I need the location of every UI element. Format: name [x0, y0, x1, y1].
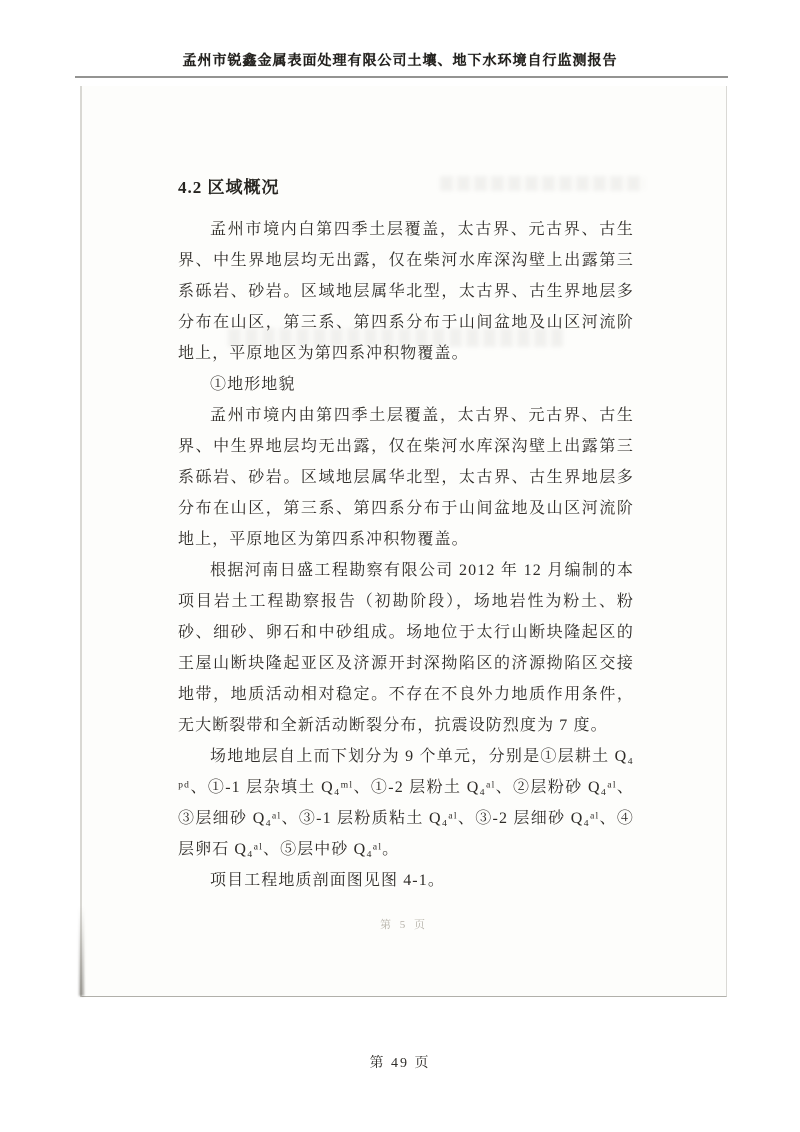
- document-body: [178, 172, 634, 896]
- paragraph-geotechnical-survey: 根据河南日盛工程勘察有限公司 2012 年 12 月编制的本项目岩土工程勘察报告（初勘阶段），场地岩性为粉土、粉砂、细砂、卵石和中砂组成。场地位于太行山断块隆起区的王屋山断块隆起亚区及济源开封深拗陷区的济源拗陷区交接地带，地质活动相对稳定。不存在不良外力地质作用条件，无大断裂带和全新活动断裂分布，抗震设防烈度为 7 度。: [178, 562, 634, 734]
- paragraph-subheading-landform: ①地形地貌: [210, 376, 296, 393]
- header-rule: [75, 76, 728, 78]
- scanned-sheet: [80, 86, 727, 997]
- scanned-sheet-page-number: 第 5 页: [380, 919, 428, 931]
- section-heading: 4.2 区域概况: [178, 178, 280, 197]
- paragraph-landform-description: 孟州市境内由第四季土层覆盖，太古界、元古界、古生界、中生界地层均无出露，仅在柴河水库深沟壁上出露第三系砾岩、砂岩。区域地层属华北型，太古界、古生界地层多分布在山区，第三系、第四系分布于山间盆地及山区河流阶地上，平原地区为第四系冲积物覆盖。: [178, 407, 634, 548]
- paragraph-regional-overview: 孟州市境内白第四季土层覆盖，太古界、元古界、古生界、中生界地层均无出露，仅在柴河水库深沟壁上出露第三系砾岩、砂岩。区域地层属华北型，太古界、古生界地层多分布在山区，第三系、第四系分布于山间盆地及山区河流阶地上，平原地区为第四系冲积物覆盖。: [178, 221, 634, 362]
- paragraph-profile-figure-reference: 项目工程地质剖面图见图 4-1。: [210, 872, 445, 889]
- report-page-number: 第 49 页: [369, 1056, 431, 1071]
- paragraph-soil-layers: 场地地层自上而下划分为 9 个单元，分别是①层耕土 Q₄ᵖᵈ、①-1 层杂填土 Q₄ᵐˡ、①-2 层粉土 Q₄ᵃˡ、②层粉砂 Q₄ᵃˡ、③层细砂 Q₄ᵃˡ、③-1 层粉质粘土 Q₄ᵃˡ、③-2 层细砂 Q₄ᵃˡ、④层卵石 Q₄ᵃˡ、⑤层中砂 Q₄ᵃˡ。: [178, 748, 634, 858]
- scan-edge-smudge: [79, 906, 84, 996]
- running-header-title: 孟州市锐鑫金属表面处理有限公司土壤、地下水环境自行监测报告: [182, 54, 618, 69]
